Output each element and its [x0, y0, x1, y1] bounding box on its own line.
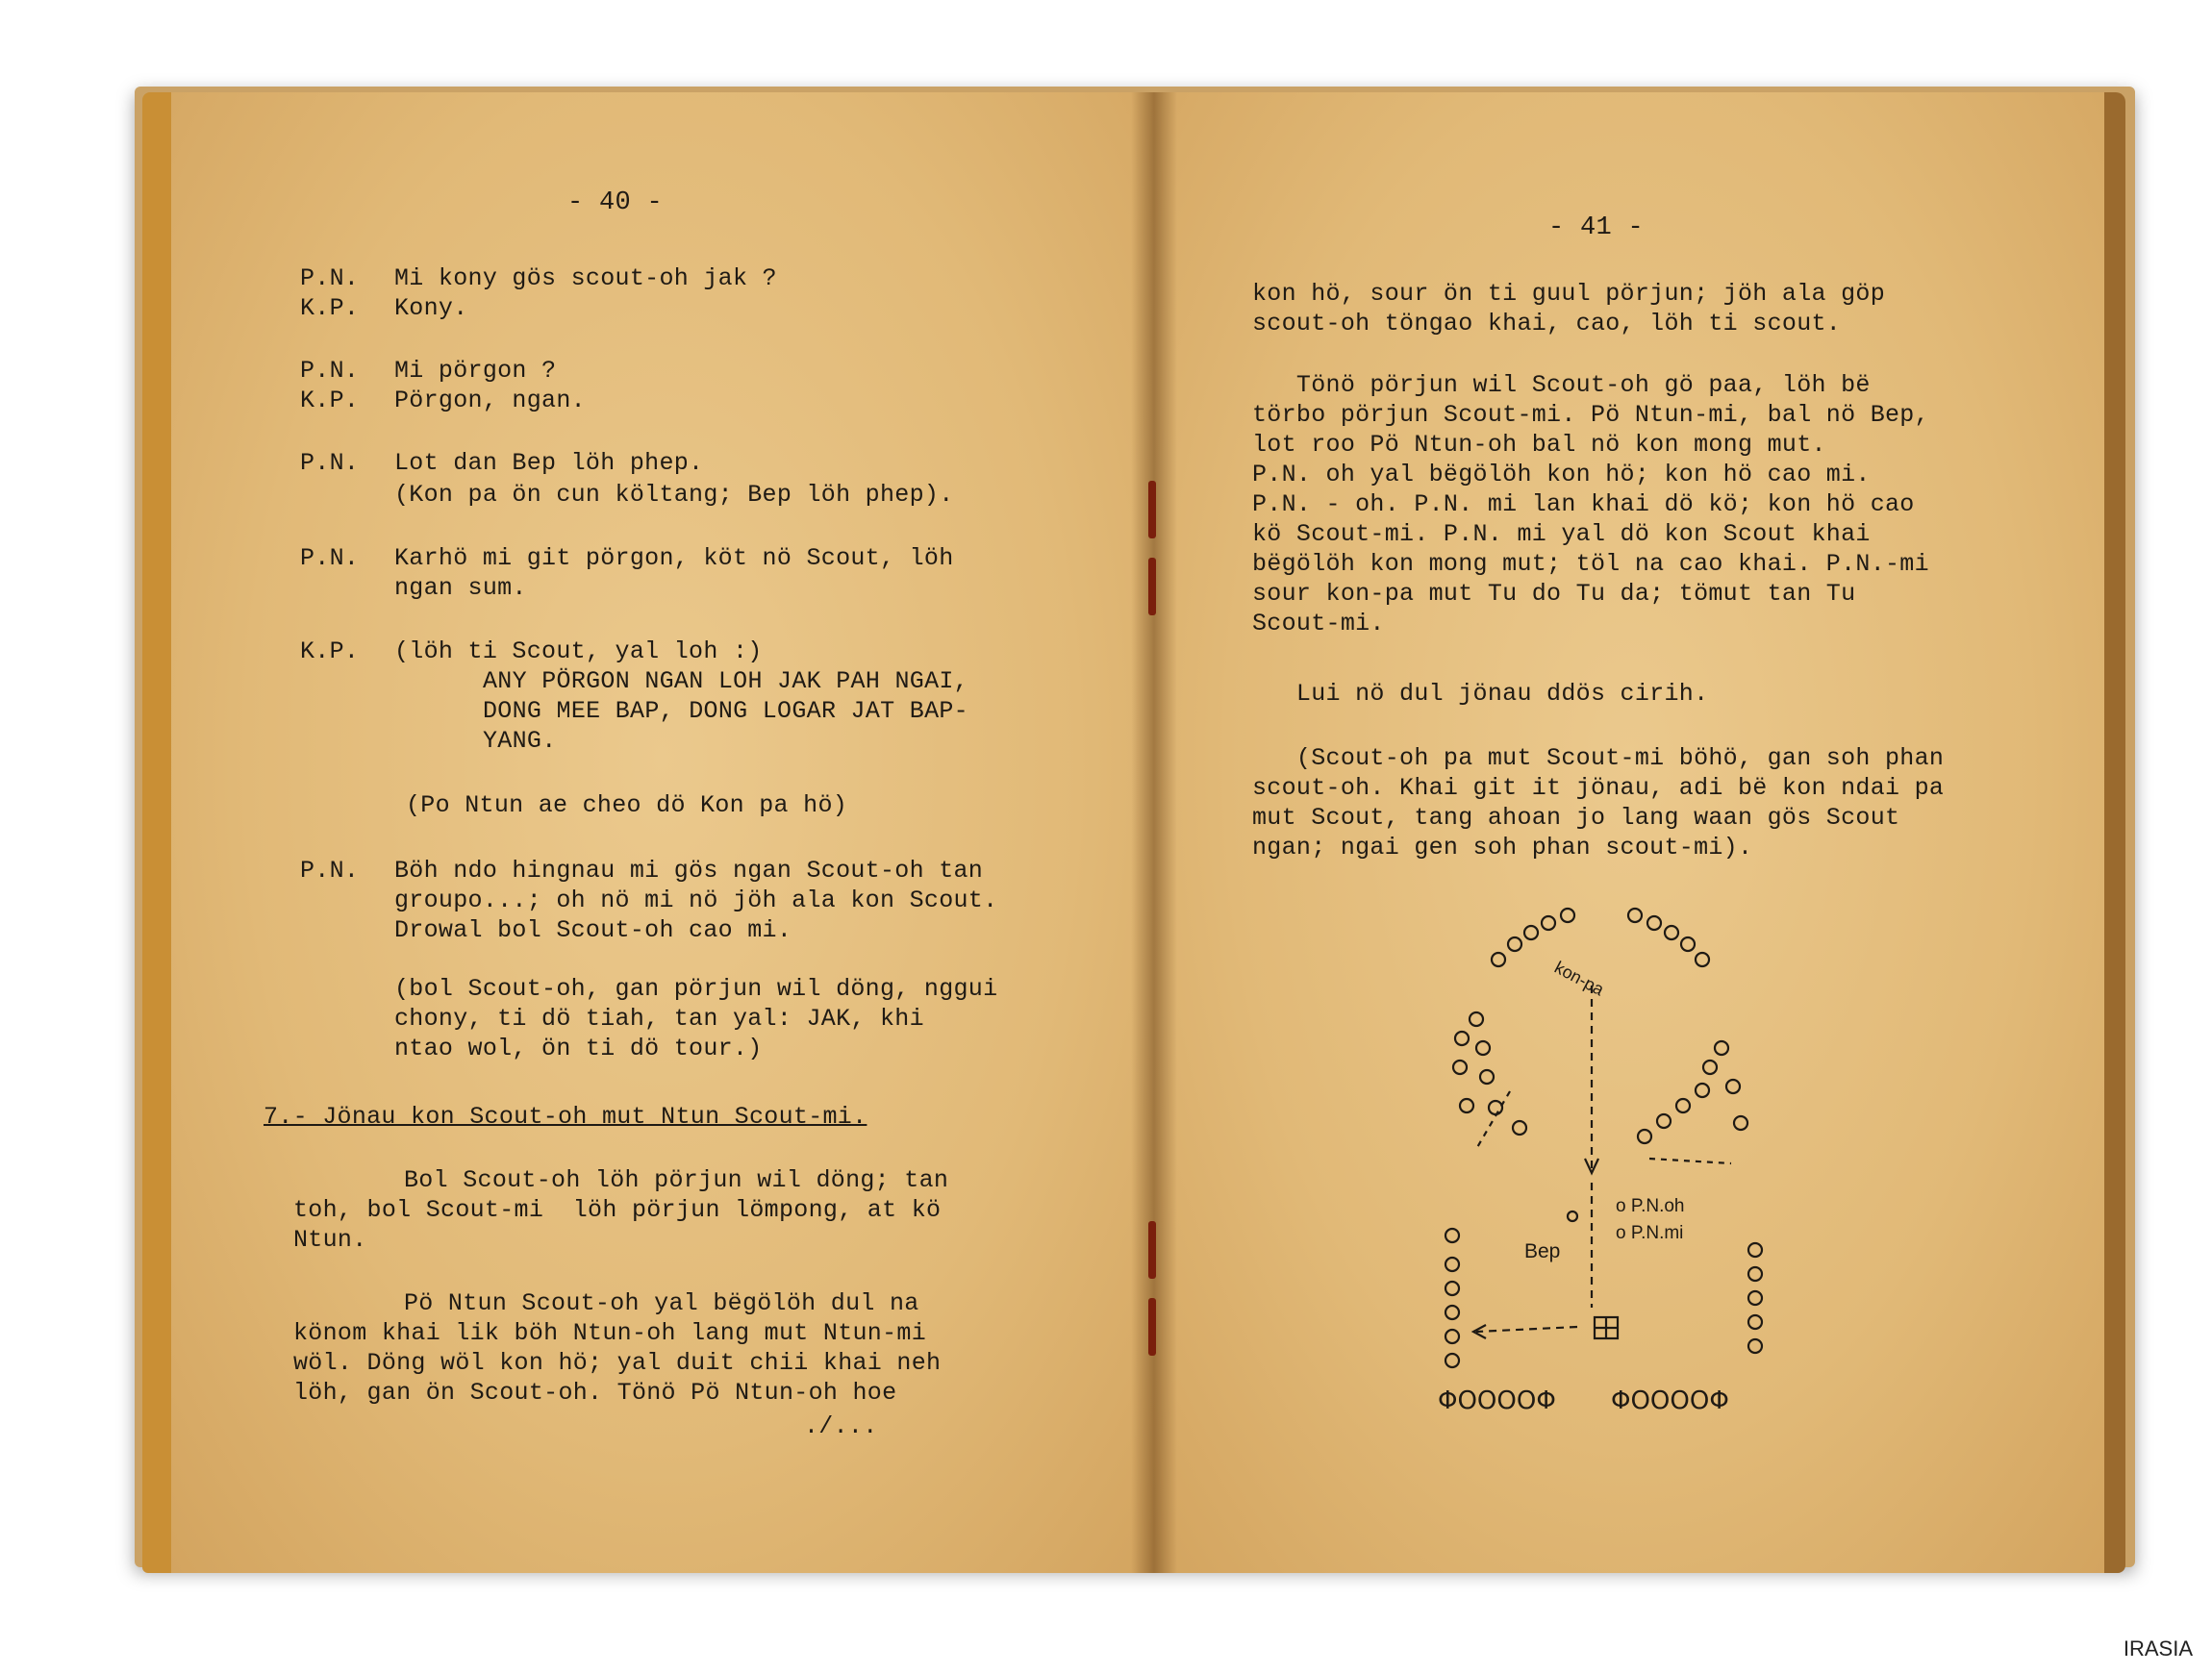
- paragraph-line: könom khai lik böh Ntun-oh lang mut Ntun-mi: [293, 1319, 927, 1347]
- speaker-label: K.P.: [300, 637, 360, 665]
- dialogue-line: (Kon pa ön cun költang; Bep löh phep).: [394, 481, 954, 509]
- scout-marker: [1748, 1267, 1762, 1281]
- paragraph-line: Pö Ntun Scout-oh yal bëgölöh dul na: [404, 1289, 919, 1317]
- dialogue-line: Mi pörgon ?: [394, 357, 557, 385]
- section-heading: 7.- Jönau kon Scout-oh mut Ntun Scout-mi.: [264, 1103, 867, 1131]
- paragraph-line: P.N. - oh. P.N. mi lan khai dö kö; kon hö cao: [1252, 490, 1915, 518]
- paragraph-line: (Scout-oh pa mut Scout-mi böhö, gan soh phan: [1252, 744, 1945, 772]
- scout-marker: [1453, 1061, 1467, 1074]
- paragraph-line: mut Scout, tang ahoan jo lang waan gös Scout: [1252, 804, 1900, 832]
- scout-marker: [1489, 1101, 1502, 1114]
- scout-marker: [1696, 953, 1709, 966]
- scout-marker: [1542, 916, 1555, 930]
- scout-marker: [1748, 1291, 1762, 1305]
- stage-direction: ntao wol, ön ti dö tour.): [394, 1035, 763, 1062]
- paragraph-line: Lui nö dul jönau ddös cirih.: [1252, 680, 1709, 708]
- page-number-right: - 41 -: [1548, 213, 1645, 242]
- scout-marker: [1445, 1306, 1459, 1319]
- scout-marker: [1665, 926, 1678, 939]
- chant-line: ANY PÖRGON NGAN LOH JAK PAH NGAI,: [483, 667, 968, 695]
- watermark: IRASIA: [2123, 1636, 2193, 1661]
- paragraph-line: scout-oh. Khai git it jönau, adi bë kon ndai pa: [1252, 774, 1945, 802]
- bep-label: Bep: [1524, 1240, 1561, 1262]
- paragraph-line: kö Scout-mi. P.N. mi yal dö kon Scout khai: [1252, 520, 1871, 548]
- scout-marker: [1445, 1229, 1459, 1242]
- page-number-left: - 40 -: [567, 188, 664, 217]
- scout-marker: [1445, 1258, 1459, 1271]
- paragraph-line: Bol Scout-oh löh pörjun wil döng; tan: [404, 1166, 949, 1194]
- dialogue-line: groupo...; oh nö mi nö jöh ala kon Scout.: [394, 886, 998, 914]
- speaker-label: P.N.: [300, 449, 360, 477]
- speaker-label: P.N.: [300, 857, 360, 885]
- scout-marker: [1445, 1330, 1459, 1343]
- scout-marker: [1703, 1061, 1717, 1074]
- paragraph-line: Tönö pörjun wil Scout-oh gö paa, löh bë: [1252, 371, 1871, 399]
- scout-marker: [1638, 1130, 1651, 1143]
- speaker-label: K.P.: [300, 387, 360, 414]
- legend-pn-mi: o P.N.mi: [1616, 1223, 1684, 1243]
- stage-direction: (bol Scout-oh, gan pörjun wil döng, nggui: [394, 975, 998, 1003]
- dialogue-line: Böh ndo hingnau mi gös ngan Scout-oh tan: [394, 857, 984, 885]
- scout-marker: [1726, 1080, 1740, 1093]
- scout-marker: [1676, 1099, 1690, 1112]
- scout-marker: [1647, 916, 1661, 930]
- scout-marker: [1524, 926, 1538, 939]
- legend-pn-oh: o P.N.oh: [1616, 1196, 1685, 1216]
- movement-arrow: [1476, 1091, 1510, 1149]
- paragraph-line: lot roo Pö Ntun-oh bal nö kon mong mut.: [1252, 431, 1826, 459]
- scout-marker: [1561, 909, 1574, 922]
- dialogue-line: Drowal bol Scout-oh cao mi.: [394, 916, 792, 944]
- leader-marker: [1568, 1211, 1577, 1221]
- paragraph-line: ngan; ngai gen soh phan scout-mi).: [1252, 834, 1753, 861]
- dialogue-line: Karhö mi git pörgon, köt nö Scout, löh: [394, 544, 954, 572]
- paragraph-line: kon hö, sour ön ti guul pörjun; jöh ala göp: [1252, 280, 1886, 308]
- paragraph-line: sour kon-pa mut Tu do Tu da; tömut tan Tu: [1252, 580, 1856, 608]
- paragraph-line: löh, gan ön Scout-oh. Tönö Pö Ntun-oh hoe: [293, 1379, 897, 1407]
- scout-marker: [1748, 1339, 1762, 1353]
- scout-marker: [1513, 1121, 1526, 1135]
- scout-marker: [1460, 1099, 1473, 1112]
- binding-stitch: [1148, 1298, 1156, 1356]
- stage-direction: chony, ti dö tiah, tan yal: JAK, khi: [394, 1005, 924, 1033]
- scout-marker: [1734, 1116, 1747, 1130]
- paragraph-line: Scout-mi.: [1252, 610, 1385, 637]
- paragraph-line: P.N. oh yal bëgölöh kon hö; kon hö cao mi.: [1252, 461, 1871, 488]
- scout-marker: [1628, 909, 1642, 922]
- scout-marker: [1470, 1012, 1483, 1026]
- dialogue-line: Pörgon, ngan.: [394, 387, 586, 414]
- chant-line: DONG MEE BAP, DONG LOGAR JAT BAP-: [483, 697, 968, 725]
- dialogue-line: ngan sum.: [394, 574, 527, 602]
- scout-marker: [1445, 1354, 1459, 1367]
- scout-marker: [1445, 1282, 1459, 1295]
- scout-marker: [1657, 1114, 1671, 1128]
- binding-stitch: [1148, 481, 1156, 538]
- speaker-label: K.P.: [300, 294, 360, 322]
- scout-marker: [1715, 1041, 1728, 1055]
- paragraph-line: Ntun.: [293, 1226, 367, 1254]
- binding-stitch: [1148, 558, 1156, 615]
- scout-marker: [1748, 1315, 1762, 1329]
- scout-formation-diagram: [1423, 894, 1827, 1433]
- speaker-label: P.N.: [300, 357, 360, 385]
- paragraph-line: scout-oh töngao khai, cao, löh ti scout.: [1252, 310, 1842, 337]
- kon-pa-label: kon-pa: [1551, 957, 1608, 1000]
- dialogue-line: Kony.: [394, 294, 468, 322]
- bottom-row-left: ΦΟΟΟΟΦ: [1438, 1386, 1556, 1415]
- flag-symbol: [1595, 1317, 1618, 1338]
- binding-stitch: [1148, 1221, 1156, 1279]
- scout-marker: [1508, 937, 1521, 951]
- movement-arrow: [1649, 1159, 1731, 1163]
- paragraph-line: wöl. Döng wöl kon hö; yal duit chii khai neh: [293, 1349, 942, 1377]
- speaker-label: P.N.: [300, 544, 360, 572]
- scout-marker: [1696, 1084, 1709, 1097]
- chant-line: YANG.: [483, 727, 557, 755]
- scout-marker: [1455, 1032, 1469, 1045]
- paragraph-line: törbo pörjun Scout-mi. Pö Ntun-mi, bal nö Bep,: [1252, 401, 1929, 429]
- scout-marker: [1748, 1243, 1762, 1257]
- bottom-row-right: ΦΟΟΟΟΦ: [1611, 1386, 1729, 1415]
- dialogue-line: Lot dan Bep löh phep.: [394, 449, 704, 477]
- paragraph-line: toh, bol Scout-mi löh pörjun lömpong, at kö: [293, 1196, 942, 1224]
- paragraph-line: bëgölöh kon mong mut; töl na cao khai. P.N.-mi: [1252, 550, 1929, 578]
- scout-marker: [1492, 953, 1505, 966]
- dialogue-line: (löh ti Scout, yal loh :): [394, 637, 763, 665]
- scout-marker: [1480, 1070, 1494, 1084]
- scout-marker: [1681, 937, 1695, 951]
- stage-direction: (Po Ntun ae cheo dö Kon pa hö): [406, 791, 848, 819]
- movement-arrow: [1476, 1327, 1577, 1332]
- continuation-mark: ./...: [804, 1412, 878, 1440]
- scout-marker: [1476, 1041, 1490, 1055]
- speaker-label: P.N.: [300, 264, 360, 292]
- dialogue-line: Mi kony gös scout-oh jak ?: [394, 264, 777, 292]
